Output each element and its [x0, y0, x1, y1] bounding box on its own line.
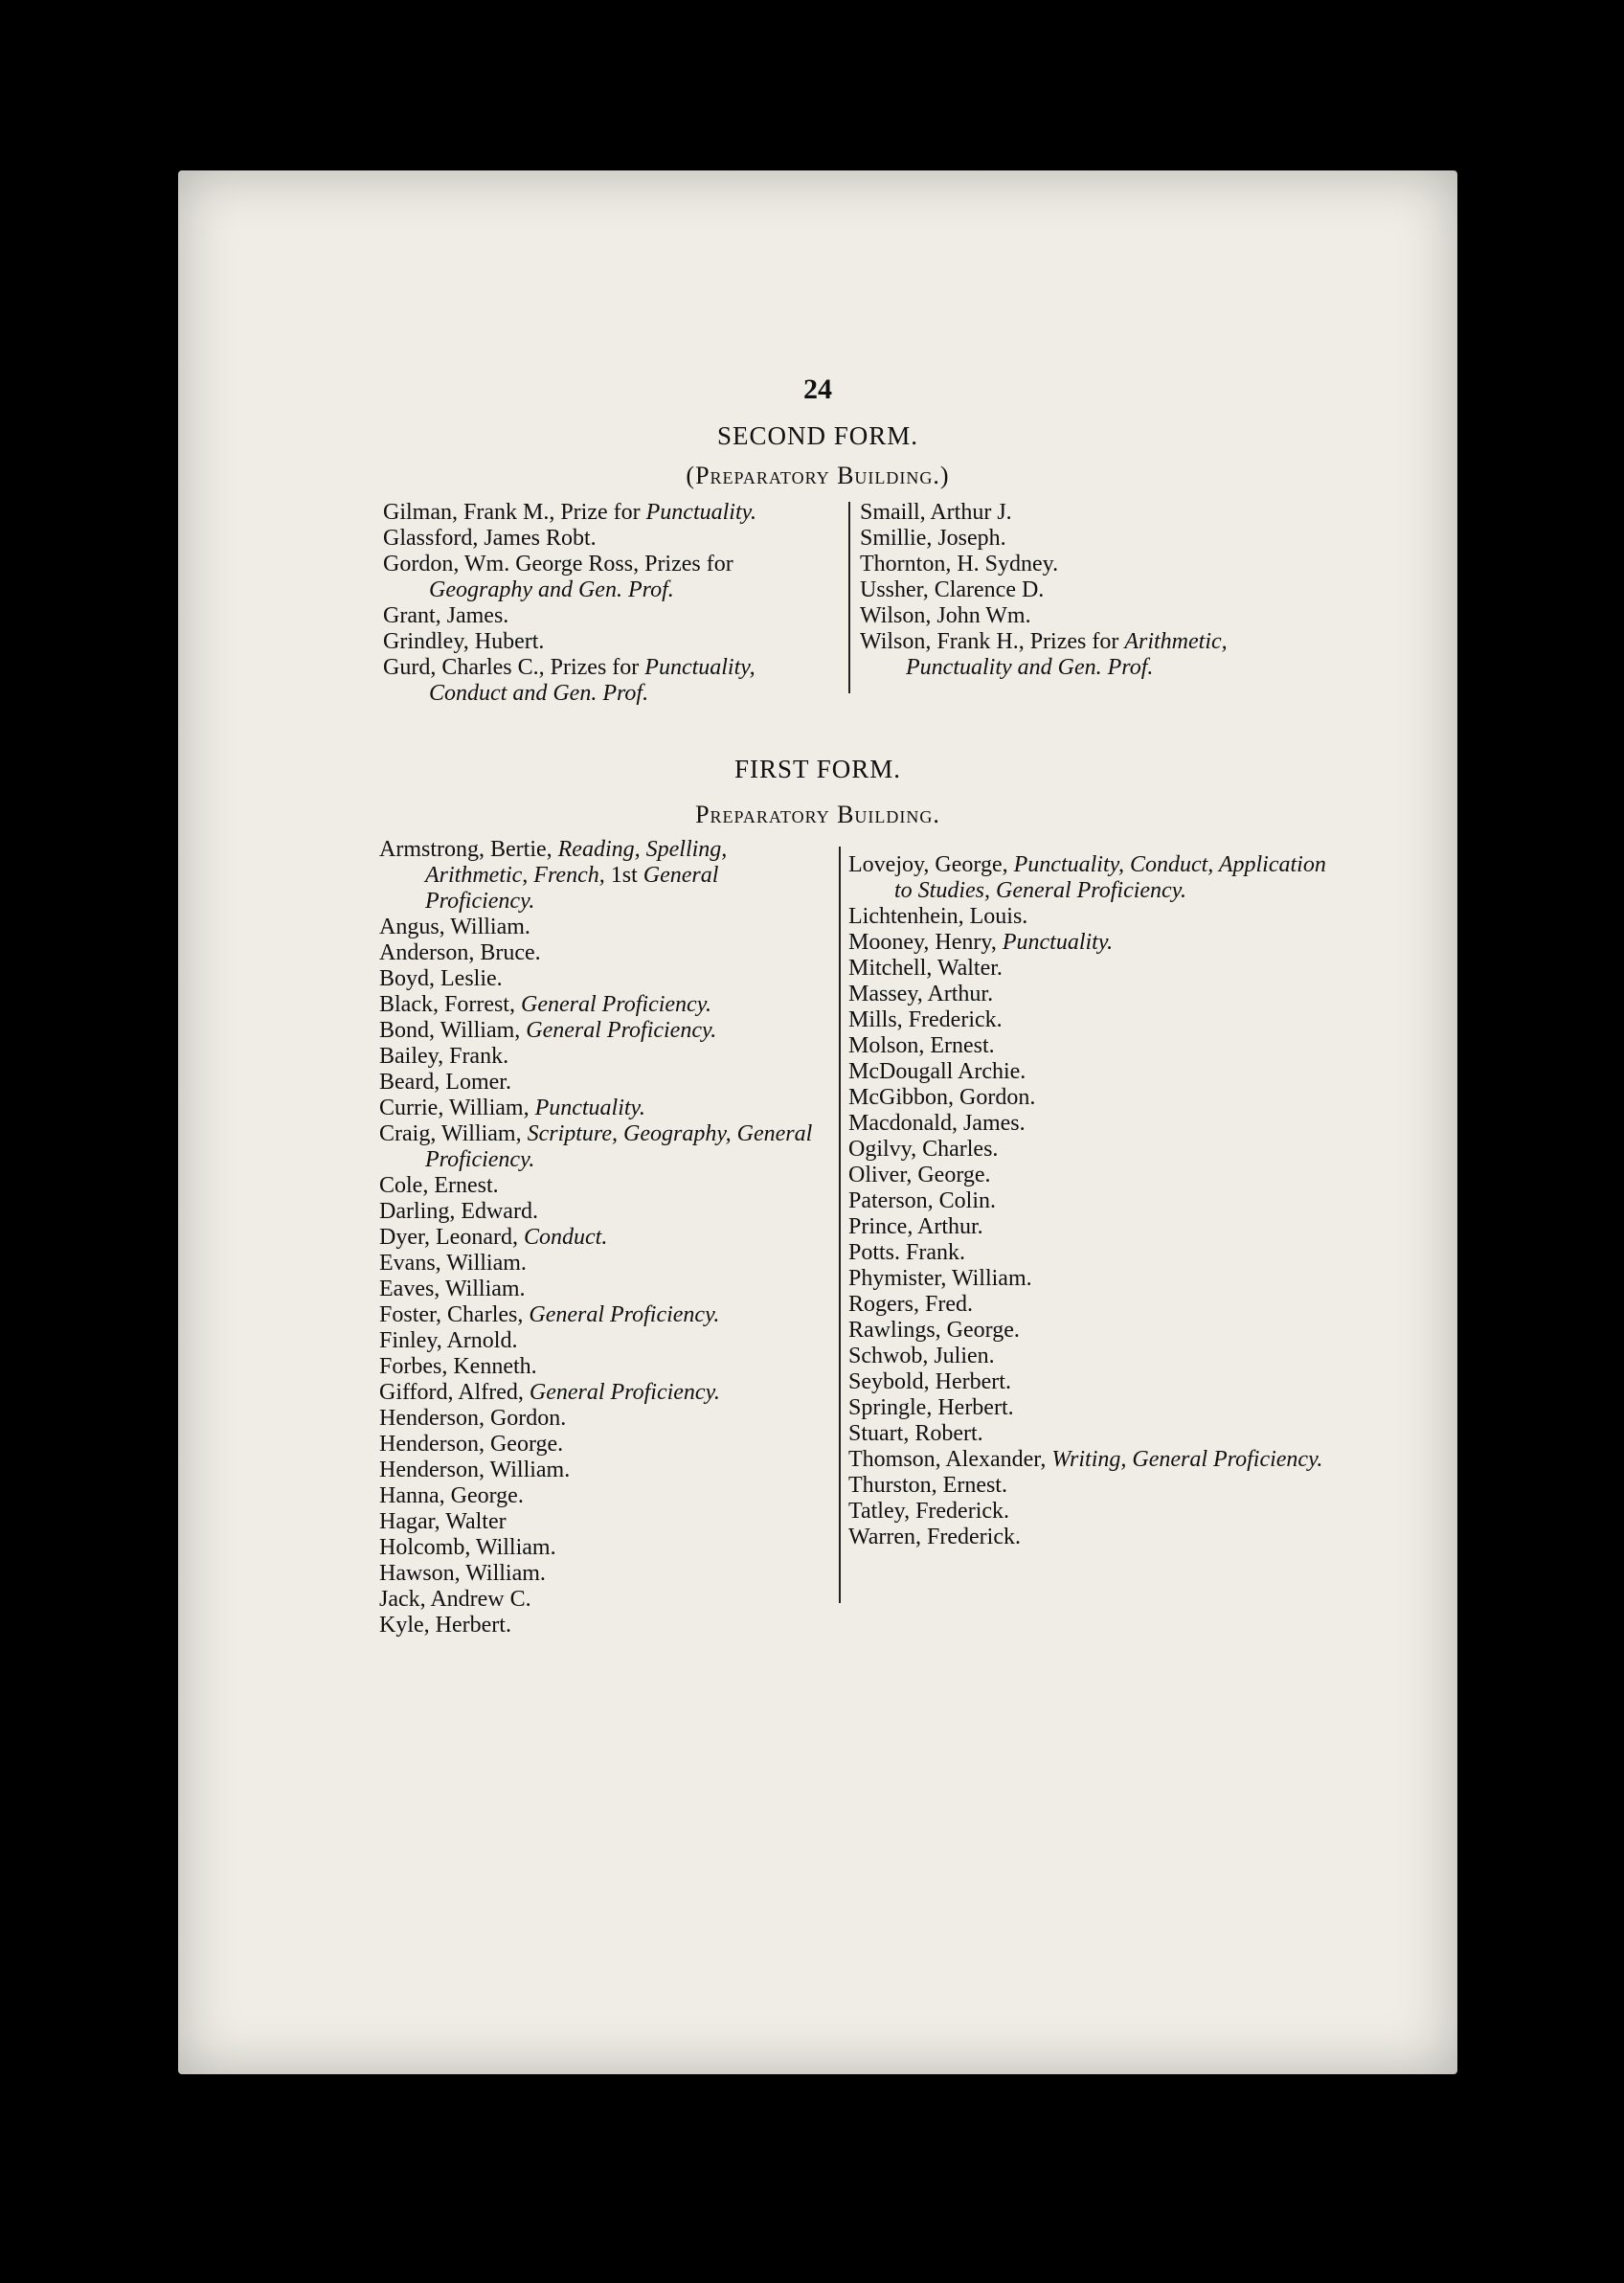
list-item [848, 930, 1333, 956]
student-name: Glassford, James Robt. [383, 526, 597, 551]
student-name: Henderson, Gordon. [379, 1406, 567, 1431]
student-name: Wilson, Frank H., Prizes for [860, 629, 1125, 654]
list-item [379, 1277, 833, 1302]
student-name: McGibbon, Gordon. [848, 1085, 1036, 1110]
list-item [379, 1070, 833, 1096]
list-item [848, 1344, 1333, 1369]
list-item [383, 552, 833, 603]
student-name: Smaill, Arthur J. [860, 500, 1012, 525]
list-item [379, 915, 833, 940]
student-name: Craig, William, [379, 1121, 528, 1146]
list-item [379, 1328, 833, 1354]
document-page [178, 170, 1457, 2074]
list-item [848, 1059, 1333, 1085]
list-item [379, 1225, 833, 1251]
student-name: Darling, Edward. [379, 1199, 538, 1224]
student-name: Holcomb, William. [379, 1535, 556, 1560]
student-name: Bailey, Frank. [379, 1044, 509, 1069]
list-item [379, 1251, 833, 1277]
student-name: Foster, Charles, [379, 1302, 530, 1327]
list-item [383, 629, 833, 655]
list-item [379, 837, 833, 915]
second-form-left-column [383, 500, 833, 707]
list-item [379, 940, 833, 966]
award-note: Conduct. [523, 1225, 608, 1250]
student-name: Beard, Lomer. [379, 1070, 511, 1095]
list-item [848, 956, 1333, 982]
list-item [848, 1473, 1333, 1499]
list-item [848, 1318, 1333, 1344]
list-item [379, 1354, 833, 1380]
student-name: Ussher, Clarence D. [860, 577, 1045, 602]
award-note: Reading, Spelling, Arithmetic, French, [425, 837, 728, 888]
list-item [379, 1458, 833, 1483]
list-item [379, 1096, 833, 1121]
list-item [379, 1121, 833, 1173]
student-name: Forbes, Kenneth. [379, 1354, 537, 1379]
student-name: Oliver, George. [848, 1163, 991, 1187]
first-form-left-column [379, 837, 833, 1639]
student-name: McDougall Archie. [848, 1059, 1026, 1084]
list-item [379, 1561, 833, 1587]
list-item [848, 1085, 1333, 1111]
list-item [848, 904, 1333, 930]
student-name: Anderson, Bruce. [379, 940, 541, 965]
student-name: Prince, Arthur. [848, 1214, 983, 1239]
list-item [383, 655, 833, 707]
student-name: Hagar, Walter [379, 1509, 507, 1534]
list-item [383, 500, 833, 526]
student-name: Schwob, Julien. [848, 1344, 995, 1368]
list-item [379, 1173, 833, 1199]
award-rank: 1st [604, 863, 643, 888]
list-item [848, 1447, 1333, 1473]
first-form-right-column [848, 852, 1333, 1550]
student-name: Paterson, Colin. [848, 1188, 996, 1213]
list-item [848, 1137, 1333, 1163]
list-item [379, 1432, 833, 1458]
list-item [848, 1499, 1333, 1525]
award-note: Punctuality, Conduct, Application to Studies, General Proficiency. [894, 852, 1326, 903]
student-name: Thurston, Ernest. [848, 1473, 1007, 1498]
student-name: Mitchell, Walter. [848, 956, 1003, 981]
student-name: Macdonald, James. [848, 1111, 1026, 1136]
award-note: Scripture, Geography, General Proficiency. [425, 1121, 813, 1172]
list-item [860, 552, 1333, 577]
student-name: Thornton, H. Sydney. [860, 552, 1059, 576]
list-item [860, 500, 1333, 526]
student-name: Grant, James. [383, 603, 509, 628]
student-name: Lichtenhein, Louis. [848, 904, 1028, 929]
list-item [848, 1266, 1333, 1292]
list-item [848, 1292, 1333, 1318]
student-name: Grindley, Hubert. [383, 629, 545, 654]
list-item [383, 526, 833, 552]
list-item [379, 1302, 833, 1328]
student-name: Rogers, Fred. [848, 1292, 973, 1317]
student-name: Gurd, Charles C., Prizes for [383, 655, 645, 680]
list-item [379, 966, 833, 992]
student-name: Thomson, Alexander, [848, 1447, 1052, 1472]
student-name: Armstrong, Bertie, [379, 837, 558, 862]
award-note: Arithmetic, Punctuality and Gen. Prof. [906, 629, 1228, 680]
student-name: Eaves, William. [379, 1277, 526, 1301]
list-item [860, 526, 1333, 552]
student-name: Dyer, Leonard, [379, 1225, 524, 1250]
student-name: Molson, Ernest. [848, 1033, 995, 1058]
student-name: Boyd, Leslie. [379, 966, 503, 991]
student-name: Mooney, Henry, [848, 930, 1003, 955]
list-item [848, 1525, 1333, 1550]
second-form-column-divider [848, 502, 850, 693]
list-item [848, 1421, 1333, 1447]
student-name: Currie, William, [379, 1096, 535, 1120]
list-item [379, 1483, 833, 1509]
student-name: Springle, Herbert. [848, 1395, 1014, 1420]
list-item [848, 1188, 1333, 1214]
award-note: General Proficiency. [425, 863, 719, 914]
list-item [848, 1007, 1333, 1033]
student-name: Gifford, Alfred, [379, 1380, 530, 1405]
student-name: Warren, Frederick. [848, 1525, 1021, 1549]
award-note: Punctuality, Conduct and Gen. Prof. [429, 655, 756, 706]
award-note: General Proficiency. [520, 992, 712, 1017]
student-name: Phymister, William. [848, 1266, 1032, 1291]
award-note: Punctuality. [1002, 930, 1114, 955]
student-name: Gordon, Wm. George Ross, Prizes for [383, 552, 733, 576]
list-item [848, 1163, 1333, 1188]
list-item [848, 1240, 1333, 1266]
list-item [848, 1033, 1333, 1059]
student-name: Ogilvy, Charles. [848, 1137, 999, 1162]
award-note: Writing, General Proficiency. [1051, 1447, 1323, 1472]
student-name: Finley, Arnold. [379, 1328, 518, 1353]
student-name: Henderson, William. [379, 1458, 571, 1482]
list-item [379, 1613, 833, 1639]
second-form-subheading: (Preparatory Building.) [686, 462, 950, 489]
award-note: Punctuality. [534, 1096, 645, 1120]
student-name: Lovejoy, George, [848, 852, 1014, 877]
list-item [848, 1111, 1333, 1137]
list-item [848, 1369, 1333, 1395]
second-form-heading: SECOND FORM. [716, 421, 919, 450]
list-item [383, 603, 833, 629]
student-name: Tatley, Frederick. [848, 1499, 1010, 1524]
list-item [860, 577, 1333, 603]
list-item [860, 603, 1333, 629]
list-item [848, 1395, 1333, 1421]
list-item [379, 1380, 833, 1406]
student-name: Jack, Andrew C. [379, 1587, 531, 1612]
student-name: Evans, William. [379, 1251, 527, 1276]
student-name: Smillie, Joseph. [860, 526, 1006, 551]
student-name: Bond, William, [379, 1018, 527, 1043]
list-item [379, 992, 833, 1018]
student-name: Hawson, William. [379, 1561, 546, 1586]
student-name: Cole, Ernest. [379, 1173, 499, 1198]
student-name: Black, Forrest, [379, 992, 521, 1017]
award-note: Geography and Gen. Prof. [429, 577, 674, 602]
list-item [379, 1406, 833, 1432]
award-note: Punctuality. [645, 500, 756, 525]
list-item [379, 1587, 833, 1613]
first-form-column-divider [839, 847, 841, 1603]
list-item [379, 1535, 833, 1561]
list-item [379, 1018, 833, 1044]
list-item [848, 1214, 1333, 1240]
award-note: General Proficiency. [526, 1018, 717, 1043]
student-name: Angus, William. [379, 915, 530, 939]
page-number: 24 [803, 373, 832, 405]
student-name: Mills, Frederick. [848, 1007, 1003, 1032]
list-item [860, 629, 1333, 681]
student-name: Rawlings, George. [848, 1318, 1020, 1343]
first-form-heading: FIRST FORM. [733, 755, 902, 783]
student-name: Henderson, George. [379, 1432, 564, 1457]
student-name: Kyle, Herbert. [379, 1613, 511, 1638]
list-item [848, 852, 1333, 904]
student-name: Gilman, Frank M., Prize for [383, 500, 646, 525]
list-item [379, 1509, 833, 1535]
award-note: General Proficiency. [529, 1302, 720, 1327]
student-name: Massey, Arthur. [848, 982, 994, 1006]
list-item [379, 1044, 833, 1070]
student-name: Hanna, George. [379, 1483, 524, 1508]
student-name: Wilson, John Wm. [860, 603, 1031, 628]
student-name: Potts. Frank. [848, 1240, 966, 1265]
second-form-right-column [860, 500, 1333, 681]
student-name: Seybold, Herbert. [848, 1369, 1011, 1394]
student-name: Stuart, Robert. [848, 1421, 983, 1446]
list-item [848, 982, 1333, 1007]
first-form-subheading: Preparatory Building. [695, 801, 940, 828]
award-note: General Proficiency. [529, 1380, 720, 1405]
list-item [379, 1199, 833, 1225]
